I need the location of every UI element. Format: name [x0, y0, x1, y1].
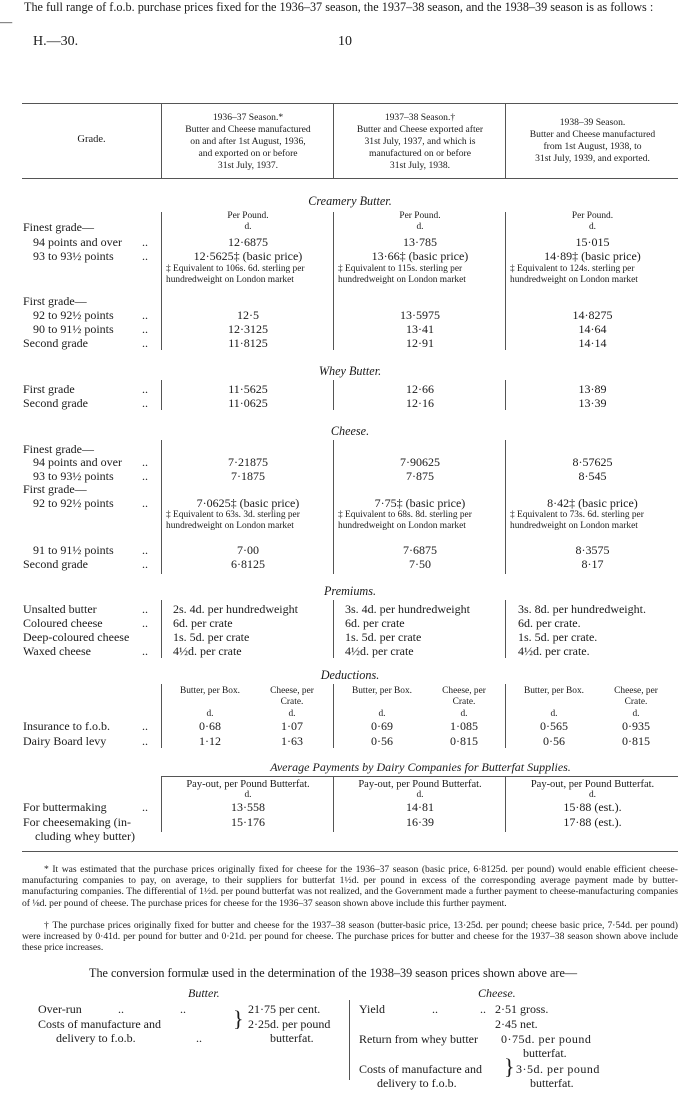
- column-rule-3: [505, 600, 506, 658]
- unit-label: d.: [206, 709, 214, 719]
- premium-label: Waxed cheese: [23, 644, 91, 658]
- butter-costs-label: Costs of manufacture and: [38, 1017, 161, 1031]
- yield-gross-value: 2·51 gross.: [495, 1002, 549, 1016]
- payments-rule: [161, 776, 678, 777]
- price-value: 7·875: [406, 469, 434, 483]
- leader-dots: ..: [142, 235, 148, 249]
- header-line: 31st July, 1937, and which is: [364, 136, 476, 147]
- leader-dots: ..: [180, 1002, 186, 1016]
- unit-label: d.: [416, 790, 424, 800]
- deduction-subheader: Butter, per Box.: [179, 686, 241, 696]
- column-rule-1: [161, 684, 162, 748]
- table-bottom-rule: [22, 851, 678, 852]
- sterling-equivalent-note: ‡ Equivalent to 63s. 3d. sterling per hundredweight on London market: [166, 510, 300, 531]
- deduction-subheader: Butter, per Box.: [523, 686, 585, 696]
- grade-label: Finest grade—: [23, 220, 94, 234]
- payment-value: 15·176: [231, 815, 265, 829]
- grade-label: Second grade: [23, 396, 88, 410]
- deduction-value: 0·565: [540, 719, 568, 733]
- butter-formula-title: Butter.: [188, 986, 220, 1000]
- column-rule-2: [333, 380, 334, 410]
- overrun-value: 21·75 per cent.: [248, 1002, 321, 1016]
- table-head-rule: [22, 178, 678, 179]
- price-value: 12·3125: [228, 322, 268, 336]
- header-line: Butter and Cheese manufactured: [185, 124, 311, 135]
- price-value: 12·91: [406, 336, 434, 350]
- cheese-formula-title: Cheese.: [478, 986, 516, 1000]
- leader-dots: ..: [142, 602, 148, 616]
- leader-dots: ..: [142, 249, 148, 263]
- grade-label: 94 points and over: [33, 455, 122, 469]
- cheese-costs-label: Costs of manufacture and: [359, 1062, 482, 1076]
- deduction-label: Dairy Board levy: [23, 734, 107, 748]
- grade-label: 94 points and over: [33, 235, 122, 249]
- grade-label: First grade—: [23, 482, 87, 496]
- column-rule-1: [161, 212, 162, 350]
- grade-label: First grade—: [23, 294, 87, 308]
- unit-label: d.: [378, 709, 386, 719]
- premium-value: 3s. 4d. per hundredweight: [345, 602, 470, 616]
- deduction-subheader: Butter, per Box.: [351, 686, 413, 696]
- premium-value: 6d. per crate: [173, 616, 233, 630]
- cheese-title: Cheese.: [330, 424, 370, 438]
- deduction-value: 0·815: [622, 734, 650, 748]
- deduction-value: 0·68: [199, 719, 221, 733]
- header-line: Butter and Cheese exported after: [356, 124, 484, 135]
- unit-label: d.: [244, 790, 252, 800]
- deduction-value: 1·12: [199, 734, 221, 748]
- leader-dots: ..: [142, 496, 148, 510]
- deduction-subheader: Cheese, per Crate.: [614, 686, 658, 707]
- grade-label: 92 to 92½ points: [33, 308, 114, 322]
- whey-return-label: Return from whey butter: [359, 1032, 478, 1046]
- premium-value: 6d. per crate.: [518, 616, 581, 630]
- deduction-subheader: Cheese, per Crate.: [442, 686, 486, 707]
- unit-line: d.: [588, 222, 597, 232]
- yield-net-value: 2·45 net.: [495, 1017, 538, 1031]
- premium-label: Deep-coloured cheese: [23, 630, 130, 644]
- sterling-equivalent-note: ‡ Equivalent to 124s. sterling per hundredweight on London market: [510, 264, 638, 285]
- payments-title: Average Payments by Dairy Companies for Butterfat Supplies.: [270, 760, 571, 774]
- leader-dots: ..: [142, 308, 148, 322]
- price-value: 7·90625: [400, 455, 440, 469]
- header-line: Butter and Cheese manufactured: [529, 129, 656, 140]
- column-rule-2: [333, 684, 334, 748]
- payment-value: 16·39: [406, 815, 434, 829]
- column-rule-3: [505, 212, 506, 350]
- column-rule-3: [505, 684, 506, 748]
- price-value: 12·16: [406, 396, 434, 410]
- price-value: 13·5975: [400, 308, 440, 322]
- header-line: and exported on or before: [198, 148, 298, 159]
- sterling-equivalent-note: ‡ Equivalent to 68s. 8d. sterling per hundredweight on London market: [338, 510, 472, 531]
- grade-column-header: Grade.: [77, 134, 106, 145]
- premium-value: 4½d. per crate: [173, 644, 242, 658]
- header-line: from 1st August, 1938, to: [543, 141, 642, 152]
- grade-label: 93 to 93½ points: [33, 249, 114, 263]
- price-value: 7·6875: [403, 543, 437, 557]
- unit-label: d.: [288, 709, 296, 719]
- leader-dots: ..: [432, 1002, 438, 1016]
- column-rule-1: [161, 440, 162, 574]
- grade-label: First grade: [23, 382, 75, 396]
- premium-value: 2s. 4d. per hundredweight: [173, 602, 298, 616]
- butter-costs-value-continued: butterfat.: [270, 1031, 314, 1045]
- footnote-asterisk: * It was estimated that the purchase prices originally fixed for cheese for the 1936–37 season (basic price, 6·8125d. per pound) would enable efficient cheese-manufacturing companies to pay, on average, to their suppliers for butterfat 1½d. per pound in excess of the corresponding average payment made by butter-manufacturing companies. The differential of 1½d. per pound butterfat was not realized, and the Government made a further payment to cheese-manufacturing companies of ⅛d. per pound of cheese. The purchase prices for cheese for the 1936–37 season shown above include this further payment.: [22, 864, 678, 909]
- column-rule-2: [333, 776, 334, 832]
- unit-line: d.: [244, 222, 252, 232]
- payout-header: Pay-out, per Pound Butterfat.: [358, 779, 482, 790]
- header-line: 1936–37 Season.*: [212, 112, 284, 123]
- leader-dots: ..: [142, 322, 148, 336]
- price-value: 12·5: [237, 308, 259, 322]
- leader-dots: ..: [142, 336, 148, 350]
- deduction-value: 1·07: [281, 719, 303, 733]
- grade-label: 91 to 91½ points: [33, 543, 114, 557]
- leader-dots: ..: [142, 469, 148, 483]
- deduction-value: 0·935: [622, 719, 650, 733]
- overrun-label: Over-run: [38, 1002, 82, 1016]
- price-value: 7·00: [237, 543, 259, 557]
- leader-dots: ..: [142, 543, 148, 557]
- leader-dots: ..: [142, 382, 148, 396]
- deduction-value: 0·56: [371, 734, 393, 748]
- price-value: 7·50: [409, 557, 431, 571]
- header-line: 31st July, 1939, and exported.: [535, 153, 650, 164]
- price-value: 8·42‡ (basic price): [547, 496, 638, 510]
- column-rule-1: [161, 380, 162, 410]
- price-value: 14·89‡ (basic price): [544, 249, 641, 263]
- deduction-value: 1·085: [450, 719, 478, 733]
- price-value: 8·3575: [575, 543, 610, 557]
- header-line: manufactured on or before: [368, 148, 472, 159]
- premiums-title: Premiums.: [323, 584, 377, 598]
- payment-value: 15·88 (est.).: [563, 800, 622, 814]
- right-brace-icon: }: [504, 1054, 515, 1079]
- column-rule-2: [333, 103, 334, 178]
- price-value: 11·8125: [228, 336, 268, 350]
- grade-label: 92 to 92½ points: [33, 496, 114, 510]
- price-value: 11·0625: [228, 396, 268, 410]
- document-reference: H.—30.: [33, 34, 79, 49]
- price-value: 7·75‡ (basic price): [374, 496, 466, 510]
- price-value: 12·6875: [228, 235, 268, 249]
- premium-value: 3s. 8d. per hundredweight.: [518, 602, 646, 616]
- season-1936-header: [163, 112, 333, 172]
- column-rule-1: [161, 600, 162, 658]
- payment-value: 14·81: [406, 800, 434, 814]
- sterling-equivalent-note: ‡ Equivalent to 73s. 6d. sterling per hundredweight on London market: [510, 510, 644, 531]
- price-value: 11·5625: [228, 382, 268, 396]
- column-rule-3: [505, 103, 506, 178]
- leader-dots: ..: [142, 396, 148, 410]
- unit-label: d.: [460, 709, 468, 719]
- deduction-value: 0·69: [371, 719, 393, 733]
- price-value: 6·8125: [231, 557, 265, 571]
- butter-costs-label-continued: delivery to f.o.b.: [56, 1031, 136, 1045]
- column-rule-1: [161, 776, 162, 832]
- leader-dots: ..: [196, 1031, 202, 1045]
- grade-label: Second grade: [23, 336, 88, 350]
- leader-dots: ..: [142, 734, 148, 748]
- payment-value: 13·558: [231, 800, 265, 814]
- table-top-rule: [22, 103, 678, 104]
- column-rule-2: [333, 600, 334, 658]
- unit-label: [163, 211, 333, 233]
- unit-label: d.: [588, 790, 597, 800]
- whey-return-value: 0·75d. per pound: [501, 1032, 592, 1046]
- unit-line: Per Pound.: [227, 211, 269, 221]
- unit-line: Per Pound.: [571, 211, 614, 221]
- unit-line: d.: [416, 222, 424, 232]
- leader-dots: ..: [142, 557, 148, 571]
- price-value: 12·5625‡ (basic price): [193, 249, 303, 263]
- cheese-costs-value: 3·5d. per pound: [516, 1062, 600, 1076]
- leader-dots: ..: [118, 1002, 124, 1016]
- price-value: 13·39: [578, 396, 607, 410]
- premium-value: 1s. 5d. per crate.: [518, 630, 598, 644]
- price-value: 8·57625: [572, 455, 613, 469]
- deduction-subheader: Cheese, per Crate.: [270, 686, 314, 707]
- premium-label: Coloured cheese: [23, 616, 103, 630]
- grade-label: Second grade: [23, 557, 88, 571]
- price-value: 8·17: [581, 557, 604, 571]
- page-number: 10: [338, 34, 352, 49]
- footnote-dagger: † The purchase prices originally fixed for butter and cheese for the 1937–38 season (butter-basic price, 13·25d. per pound; cheese basic price, 7·54d. per pound) were increased by 0·41d. per pound for butter and 0·21d. per pound for cheese. The purchase prices for butter and cheese for the 1937–38 season shown above include these price increases.: [22, 920, 678, 954]
- conversion-intro: The conversion formulæ used in the determination of the 1938–39 season prices shown above are—: [89, 966, 578, 980]
- grade-label: 90 to 91½ points: [33, 322, 114, 336]
- payment-label: For cheesemaking (in-: [23, 815, 131, 829]
- column-rule-3: [505, 380, 506, 410]
- price-value: 14·14: [578, 336, 607, 350]
- premium-value: 6d. per crate: [345, 616, 405, 630]
- leader-dots: ..: [142, 616, 148, 630]
- deduction-value: 0·56: [543, 734, 565, 748]
- price-value: 13·41: [406, 322, 434, 336]
- payment-label: For buttermaking: [23, 800, 107, 814]
- payout-header: Pay-out, per Pound Butterfat.: [186, 779, 310, 790]
- price-value: 14·64: [578, 322, 607, 336]
- unit-label: d.: [632, 709, 640, 719]
- right-brace-icon: }: [233, 1006, 244, 1031]
- deduction-value: 1·63: [281, 734, 303, 748]
- premium-value: 1s. 5d. per crate: [345, 630, 422, 644]
- price-value: 13·785: [403, 235, 437, 249]
- price-value: 7·21875: [228, 455, 268, 469]
- season-1937-header: [335, 112, 505, 172]
- unit-label: d.: [550, 709, 558, 719]
- premium-value: 4½d. per crate.: [518, 644, 590, 658]
- leader-dots: ..: [142, 644, 148, 658]
- grade-label: 93 to 93½ points: [33, 469, 114, 483]
- price-value: 13·89: [578, 382, 607, 396]
- column-rule-3: [505, 776, 506, 832]
- cheese-costs-value-continued: butterfat.: [530, 1076, 574, 1090]
- price-value: 12·66: [406, 382, 434, 396]
- whey-return-value-continued: butterfat.: [523, 1046, 567, 1060]
- header-line: on and after 1st August, 1936,: [190, 136, 306, 147]
- yield-label: Yield: [359, 1002, 385, 1016]
- header-line: 31st July, 1938.: [389, 160, 451, 171]
- leader-dots: ..: [142, 800, 148, 814]
- header-line: 1938–39 Season.: [559, 117, 626, 128]
- deductions-title: Deductions.: [320, 668, 380, 682]
- column-rule-1: [161, 103, 162, 178]
- sterling-equivalent-note: ‡ Equivalent to 115s. sterling per hundredweight on London market: [338, 264, 466, 285]
- price-value: 7·0625‡ (basic price): [196, 496, 300, 510]
- payout-header: Pay-out, per Pound Butterfat.: [530, 779, 655, 790]
- season-1938-header: [507, 117, 678, 165]
- column-rule-2: [333, 440, 334, 574]
- creamery-butter-title: Creamery Butter.: [308, 194, 392, 208]
- whey-butter-title: Whey Butter.: [318, 364, 382, 378]
- unit-label: [507, 211, 678, 233]
- price-value: 15·015: [575, 235, 610, 249]
- price-value: 8·545: [578, 469, 607, 483]
- premium-value: 4½d. per crate: [345, 644, 414, 658]
- price-value: 7·1875: [231, 469, 265, 483]
- unit-label: [335, 211, 505, 233]
- leader-dots: ..: [142, 455, 148, 469]
- premium-value: 1s. 5d. per crate: [173, 630, 250, 644]
- payment-label-continued: cluding whey butter): [35, 829, 135, 843]
- deduction-label: Insurance to f.o.b.: [23, 719, 110, 733]
- sterling-equivalent-note: ‡ Equivalent to 106s. 6d. sterling per hundredweight on London market: [166, 264, 305, 285]
- payment-value: 17·88 (est.).: [563, 815, 622, 829]
- butter-costs-value: 2·25d. per pound: [248, 1017, 331, 1031]
- intro-paragraph: The full range of f.o.b. purchase prices fixed for the 1936–37 season, the 1937–38 season, and the 1938–39 season is as follows :—: [0, 0, 654, 29]
- premium-label: Unsalted butter: [23, 602, 97, 616]
- formula-divider: [349, 1000, 350, 1080]
- leader-dots: ..: [142, 719, 148, 733]
- cheese-costs-label-continued: delivery to f.o.b.: [377, 1076, 457, 1090]
- deduction-value: 0·815: [450, 734, 478, 748]
- price-value: 13·66‡ (basic price): [371, 249, 469, 263]
- column-rule-3: [505, 440, 506, 574]
- column-rule-2: [333, 212, 334, 350]
- header-line: 31st July, 1937.: [217, 160, 279, 171]
- header-line: 1937–38 Season.†: [384, 112, 456, 123]
- unit-line: Per Pound.: [399, 211, 441, 221]
- grade-label: Finest grade—: [23, 442, 94, 456]
- leader-dots: ..: [480, 1002, 486, 1016]
- price-value: 14·8275: [572, 308, 613, 322]
